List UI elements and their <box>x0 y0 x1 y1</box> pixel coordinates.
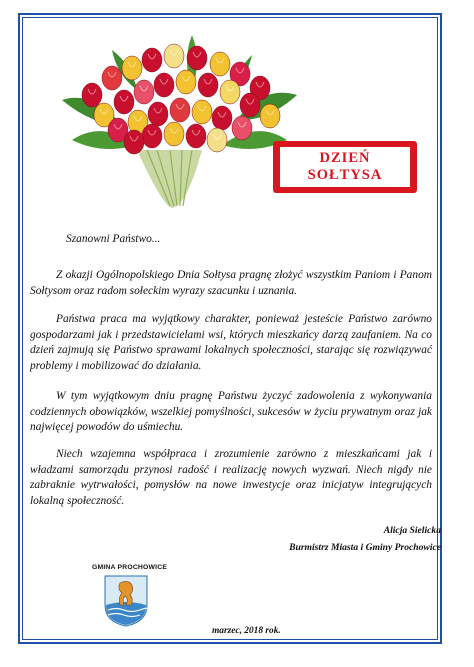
tulip-head <box>142 48 162 72</box>
tulip-head <box>148 102 168 126</box>
tulip-head <box>220 80 240 104</box>
tulip-head <box>102 66 122 90</box>
tulip-head <box>124 130 144 154</box>
tulip-head <box>154 73 174 97</box>
signature-title: Burmistrz Miasta i Gminy Prochowice <box>289 542 441 553</box>
tulip-head <box>170 98 190 122</box>
tulip-head <box>207 128 227 152</box>
tulip-head <box>122 56 142 80</box>
event-badge <box>273 141 417 193</box>
tulip-head <box>142 124 162 148</box>
gmina-label: GMINA PROCHOWICE <box>92 564 168 571</box>
signature-block <box>289 522 441 556</box>
tulip-bouquet-image <box>52 30 307 210</box>
badge-line-1: DZIEŃ <box>319 150 371 166</box>
prochowice-coat-of-arms <box>104 575 148 627</box>
letter-paragraph-1: Z okazji Ogólnopolskiego Dnia Sołtysa pragnę złożyć wszystkim Paniom i Panom Sołtysom oraz radom sołeckim wyrazy szacunku i uznania. <box>30 269 432 297</box>
tulip-head <box>260 104 280 128</box>
tulip-head <box>164 44 184 68</box>
letter-date: marzec, 2018 rok. <box>212 626 281 636</box>
tulip-head <box>187 46 207 70</box>
letter-paragraph-4: Niech wzajemna współpraca i zrozumienie zarówno z mieszkańcami jak i władzami samorządu przynosi radość i realizację nowych wyzwań. Niech nigdy nie zabraknie wytrwałości, pomysłów na nowe inwestycje oraz inicjatyw integrujących lokalną społeczność. <box>30 448 432 507</box>
tulip-head <box>232 116 252 140</box>
letter-greeting: Szanowni Państwo... <box>66 233 161 245</box>
tulip-head <box>210 52 230 76</box>
tulip-head <box>212 106 232 130</box>
letter-paragraph-3: W tym wyjątkowym dniu pragnę Państwu życzyć zadowolenia z wykonywania codziennych obowiązków, wszelkiej pomyślności, sukcesów w życiu prywatnym oraz jak najwięcej powodów do uśmiechu. <box>30 390 432 433</box>
signature-name: Alicja Sielicka <box>383 525 441 536</box>
letter-paragraph-2: Państwa praca ma wyjątkowy charakter, ponieważ jesteście Państwo zarówno gospodarzami jak i przedstawicielami wsi, których mieszkańcy darzą zaufaniem. Na co dzień zajmują się Państwo sprawami lokalnych społeczności, starając się rozwiązywać problemy i mobilizować do działania. <box>30 313 432 372</box>
tulip-head <box>164 122 184 146</box>
tulip-head <box>192 100 212 124</box>
tulip-head <box>82 83 102 107</box>
tulip-head <box>198 73 218 97</box>
tulip-head <box>176 70 196 94</box>
tulip-head <box>114 90 134 114</box>
tulip-head <box>186 124 206 148</box>
tulip-head <box>240 93 260 117</box>
badge-line-2: SOŁTYSA <box>307 167 383 183</box>
tulip-head <box>134 80 154 104</box>
